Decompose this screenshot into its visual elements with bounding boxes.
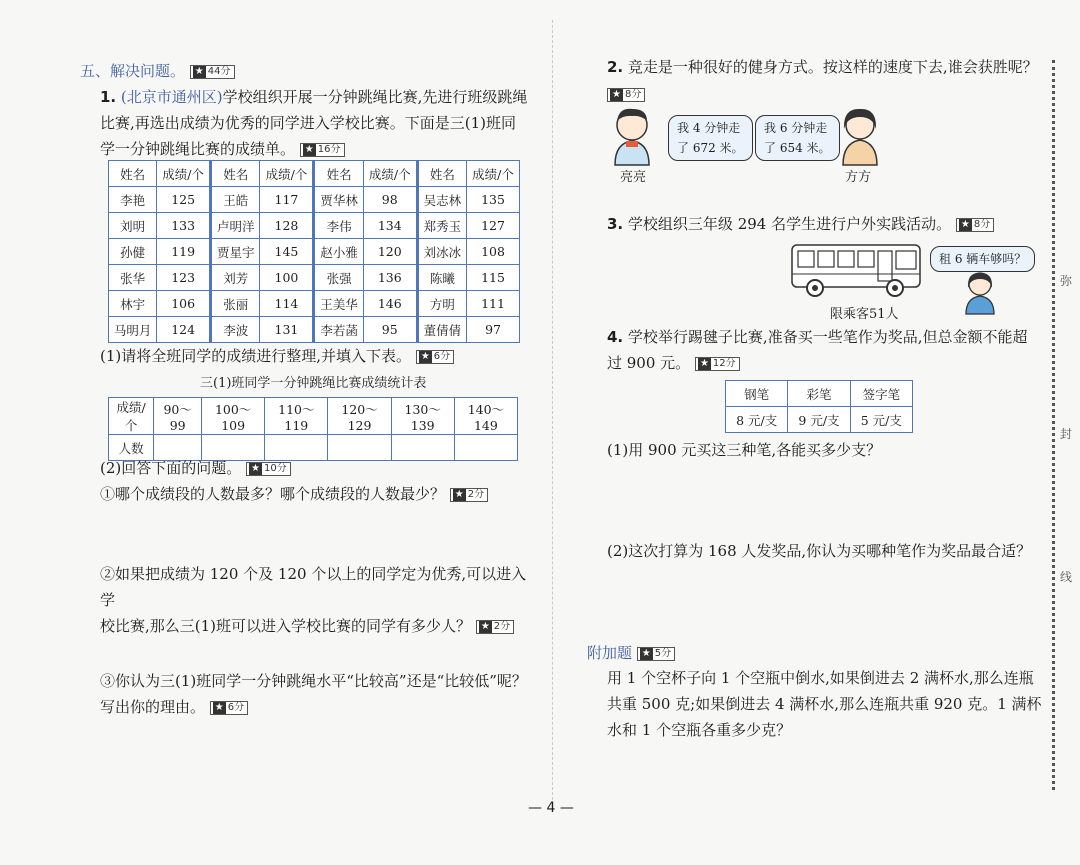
table-cell: 成绩/个 [363, 161, 417, 187]
table-cell: 90～99 [154, 398, 202, 435]
bus-icon [790, 240, 925, 300]
table-cell: 123 [157, 265, 211, 291]
table-cell: 姓名 [314, 161, 363, 187]
question-text: 学校举行踢毽子比赛,准备买一些笔作为奖品,但总金额不能超 [627, 328, 1028, 346]
bonus-question [607, 665, 1047, 743]
table-cell: 卢明洋 [211, 213, 260, 239]
center-fold [552, 20, 553, 800]
table-cell: 106 [157, 291, 211, 317]
bonus-title-text: 附加题 [587, 644, 633, 662]
table-cell: 董倩倩 [417, 317, 466, 343]
sub-question-text: 写出你的理由。 [100, 698, 206, 716]
seal-char: 线 [1060, 570, 1073, 584]
table-cell: 111 [467, 291, 520, 317]
table-cell: 97 [467, 317, 520, 343]
table-cell: 钢笔 [726, 381, 788, 407]
table-cell: 146 [363, 291, 417, 317]
table-cell: 刘冰冰 [417, 239, 466, 265]
table-cell: 李若菡 [314, 317, 363, 343]
table-cell: 人数 [109, 435, 154, 461]
boy-figure-icon [605, 105, 660, 167]
table-cell: 8 元/支 [726, 407, 788, 433]
table-cell: 130～139 [391, 398, 454, 435]
score-badge: ★ 44分 [190, 65, 235, 79]
table-cell: 成绩/个 [260, 161, 314, 187]
table-cell: 孙健 [109, 239, 157, 265]
seal-char: 封 [1060, 427, 1073, 441]
sub-question-text: (1)用 900 元买这三种笔,各能买多少支？ [607, 441, 882, 459]
table-row [726, 407, 913, 433]
girl-figure-icon [835, 105, 885, 167]
sub-question-text: 校比赛,那么三(1)班可以进入学校比赛的同学有多少人？ [100, 617, 472, 635]
page-number-text: 4 [546, 800, 556, 816]
question-text: 过 900 元。 [607, 354, 691, 372]
question-number: 4. [607, 328, 624, 346]
speech-text: 我 6 分钟走 [764, 121, 828, 135]
question-number: 2. [607, 58, 624, 76]
stat-table [108, 397, 518, 461]
table-row [109, 398, 518, 435]
table-cell: 145 [260, 239, 314, 265]
question-3 [607, 211, 1047, 237]
table-cell: 马明月 [109, 317, 157, 343]
table-cell: 5 元/支 [850, 407, 912, 433]
score-badge: ★ 16分 [300, 143, 345, 157]
table-cell: 成绩/个 [467, 161, 520, 187]
answer-cell[interactable] [328, 435, 391, 461]
table-cell: 114 [260, 291, 314, 317]
table-row [109, 239, 520, 265]
table-cell: 方明 [417, 291, 466, 317]
bonus-text: 共重 500 克;如果倒进去 4 满杯水,那么连瓶共重 920 克。1 满杯 [607, 695, 1042, 713]
question-source: (北京市通州区) [120, 88, 223, 106]
speech-text: 我 4 分钟走 [677, 121, 741, 135]
table-row [726, 381, 913, 407]
table-row [109, 317, 520, 343]
table-cell: 9 元/支 [788, 407, 850, 433]
table-cell: 彩笔 [788, 381, 850, 407]
score-badge: ★ 10分 [246, 462, 291, 476]
table-cell: 刘芳 [211, 265, 260, 291]
table-cell: 刘明 [109, 213, 157, 239]
score-badge: ★ 8分 [956, 218, 994, 232]
score-badge: ★ 8分 [607, 84, 645, 103]
question-text: 学校组织开展一分钟跳绳比赛,先进行班级跳绳 [222, 88, 528, 106]
table-cell: 135 [467, 187, 520, 213]
score-badge: ★ 12分 [695, 357, 740, 371]
table-cell: 133 [157, 213, 211, 239]
table-cell: 120 [363, 239, 417, 265]
table-cell: 张华 [109, 265, 157, 291]
sub-question-text: (2)回答下面的问题。 [100, 459, 242, 477]
table-cell: 120～129 [328, 398, 391, 435]
table-cell: 117 [260, 187, 314, 213]
table-cell: 108 [467, 239, 520, 265]
table-cell: 125 [157, 187, 211, 213]
table-cell: 李艳 [109, 187, 157, 213]
question-4 [607, 324, 1047, 376]
speech-bubble-girl [930, 246, 1035, 272]
seal-char: 弥 [1060, 274, 1073, 288]
question-c3 [100, 668, 540, 720]
answer-cell[interactable] [391, 435, 454, 461]
table-cell: 吴志林 [417, 187, 466, 213]
table-cell: 131 [260, 317, 314, 343]
table-cell: 98 [363, 187, 417, 213]
sub-question-text: ②如果把成绩为 120 个及 120 个以上的同学定为优秀,可以进入学 [100, 565, 527, 609]
table-cell: 李伟 [314, 213, 363, 239]
answer-cell[interactable] [454, 435, 517, 461]
speech-bubble-liangliang [668, 115, 753, 161]
question-text: 学校组织三年级 294 名学生进行户外实践活动。 [627, 215, 952, 233]
table-cell: 100～109 [202, 398, 265, 435]
section-title [80, 58, 235, 84]
table-cell: 128 [260, 213, 314, 239]
question-c1 [100, 481, 488, 507]
price-table [725, 380, 913, 433]
table-cell: 100 [260, 265, 314, 291]
name-liangliang: 亮亮 [620, 170, 647, 185]
score-badge: ★ 6分 [416, 350, 454, 364]
section-title-text: 五、解决问题。 [80, 62, 186, 80]
speech-text: 了 654 米。 [764, 141, 831, 155]
table-cell: 王美华 [314, 291, 363, 317]
speech-text: 了 672 米。 [677, 141, 744, 155]
score-badge: ★ 2分 [476, 620, 514, 634]
sub-question-text: ③你认为三(1)班同学一分钟跳绳水平“比较高”还是“比较低”呢？ [100, 672, 527, 690]
table-cell: 127 [467, 213, 520, 239]
bonus-text: 水和 1 个空瓶各重多少克？ [607, 721, 792, 739]
score-badge: ★ 5分 [637, 647, 675, 661]
question-c2 [100, 561, 540, 639]
question-text: 比赛,再选出成绩为优秀的同学进入学校比赛。下面是三(1)班同 [100, 114, 517, 132]
table-cell: 124 [157, 317, 211, 343]
question-number: 1. [100, 88, 117, 106]
table-cell: 134 [363, 213, 417, 239]
table-cell: 陈曦 [417, 265, 466, 291]
question-number: 3. [607, 215, 624, 233]
question-text: 学一分钟跳绳比赛的成绩单。 [100, 140, 296, 158]
bonus-title [587, 640, 675, 666]
speech-bubble-fangfang [755, 115, 840, 161]
score-badge: ★ 6分 [210, 701, 248, 715]
seal-dotted-line [1052, 60, 1055, 790]
table-row [109, 187, 520, 213]
name-fangfang: 方方 [845, 170, 872, 185]
table-cell: 签字笔 [850, 381, 912, 407]
score-badge: ★ 2分 [450, 488, 488, 502]
question-text: 竞走是一种很好的健身方式。按这样的速度下去,谁会获胜呢？ [627, 58, 1038, 76]
table-cell: 贾星宇 [211, 239, 260, 265]
table-cell: 赵小雅 [314, 239, 363, 265]
table-cell: 136 [363, 265, 417, 291]
bonus-text: 用 1 个空杯子向 1 个空瓶中倒水,如果倒进去 2 满杯水,那么连瓶 [607, 669, 1034, 687]
girl-figure-icon [960, 270, 1000, 315]
table-cell: 119 [157, 239, 211, 265]
table-cell: 贾华林 [314, 187, 363, 213]
page-number: — 4 — [528, 800, 574, 816]
sub-question-2 [100, 455, 291, 481]
table-cell: 140～149 [454, 398, 517, 435]
table-cell: 110～119 [265, 398, 328, 435]
sub-question-1 [100, 343, 454, 369]
table-cell: 李波 [211, 317, 260, 343]
table-cell: 姓名 [109, 161, 157, 187]
table-row [109, 213, 520, 239]
question-2 [607, 54, 1047, 80]
bus-caption: 限乘客51人 [830, 307, 899, 322]
question-1 [100, 84, 540, 162]
table-cell: 成绩/个 [157, 161, 211, 187]
stat-table-title: 三(1)班同学一分钟跳绳比赛成绩统计表 [200, 376, 427, 391]
table-cell: 王皓 [211, 187, 260, 213]
sub-question-text: (1)请将全班同学的成绩进行整理,并填入下表。 [100, 347, 412, 365]
table-cell: 姓名 [211, 161, 260, 187]
score-table [108, 160, 520, 343]
table-cell: 张丽 [211, 291, 260, 317]
table-row [109, 265, 520, 291]
table-header-row [109, 161, 520, 187]
table-cell: 姓名 [417, 161, 466, 187]
speech-text: 租 6 辆车够吗？ [939, 252, 1027, 266]
table-cell: 成绩/个 [109, 398, 154, 435]
table-row [109, 291, 520, 317]
sub-question-text: ①哪个成绩段的人数最多？哪个成绩段的人数最少？ [100, 485, 446, 503]
table-cell: 115 [467, 265, 520, 291]
sub-question-text: (2)这次打算为 168 人发奖品,你认为买哪种笔作为奖品最合适？ [607, 542, 1032, 560]
table-cell: 张强 [314, 265, 363, 291]
table-cell: 林宇 [109, 291, 157, 317]
table-cell: 95 [363, 317, 417, 343]
table-cell: 郑秀玉 [417, 213, 466, 239]
